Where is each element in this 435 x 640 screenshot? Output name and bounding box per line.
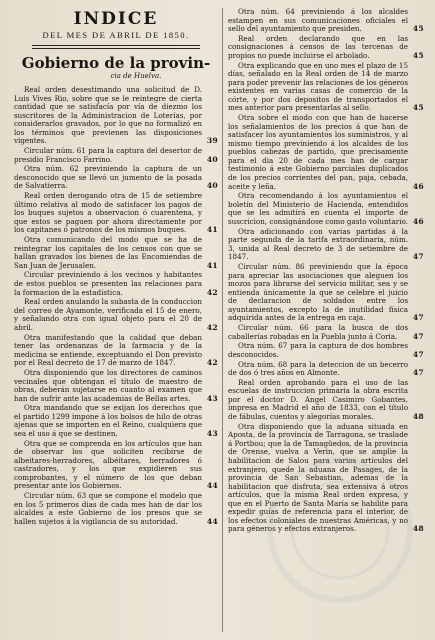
index-entry xyxy=(228,35,424,61)
index-entry-page-number: 45 xyxy=(412,103,424,113)
index-entry-text: Real orden desestimando una solicitud de D. Luis Vives Rio, sobre que se le reintegre de cierta cantidad que se satisfacía por vía de diezmo los suscritores de la Administracion de Loterías, por considerarlos gravados, por lo que no formalizó en los términos que previenen las disposiciones vigentes. xyxy=(14,85,202,146)
index-entry xyxy=(228,263,424,323)
right-entries-list xyxy=(228,8,424,534)
index-entry-text: Otra recomendando á los ayuntamientos el boletín del Ministerio de Hacienda, entendidos que se les admitirá en cuenta el importe de suscricion, consignándose como gasto voluntario. xyxy=(228,191,408,226)
index-entry xyxy=(14,165,218,191)
index-entry-page-number: 46 xyxy=(412,181,424,191)
index-entry-text: Otra adicionando con varias partidas á la parte segunda de la tarifa extraordinaria, núm. 3, unida al Real decreto de 3 de setiembre de 1847. xyxy=(228,226,408,262)
index-entry xyxy=(228,8,424,34)
index-entry-page-number: 45 xyxy=(412,24,424,34)
index-subtitle: DEL MES DE ABRIL DE 1850. xyxy=(42,30,190,40)
index-entry-page-number: 40 xyxy=(206,181,218,191)
index-entry-text: Circular previniendo á los vecinos y habitantes de estos pueblos se presenten las relaciones para la formacion de la estadística. xyxy=(14,270,202,297)
index-entry-page-number: 40 xyxy=(206,154,218,164)
index-entry xyxy=(14,271,218,297)
index-entry xyxy=(228,361,424,378)
column-divider xyxy=(222,8,223,632)
index-entry-text: Otra disponiendo que la aduana situada en Aposta, de la provincia de Tarragona, se traslade á Portbou; que la de Tamagüedos, de la provincia de Orense, vuelva a Verin, que se amplie la habilitacion de Salou para varios artículos del extranjero, quede la aduana de Pasages, de la provincia de San Sebastian, ademas de la habilitacion que disfruta, sea extensiva á otros artículos, que la misma Real orden expresa, y que en el Puerto de Santa María se habilite para expedir guías de referencia para el interior, de los efectos coloniales de nuestras Américas, y no para géneros y efectos extranjeros. xyxy=(228,421,408,534)
index-entry-text: Otra comunicando del modo que se ha de reintegrar los capitales de los censos con que se hallan gravados los bienes de las Encomiendas de San Juan de Jerusalen. xyxy=(14,235,202,270)
index-entry xyxy=(14,298,218,332)
right-column xyxy=(228,8,424,634)
index-entry-page-number: 42 xyxy=(206,287,218,297)
index-entry-page-number: 48 xyxy=(412,412,424,422)
index-entry-text: Otra núm. 68 para la deteccion de un becerro de dos ó tres años en Almonte. xyxy=(228,359,408,378)
index-entry-page-number: 42 xyxy=(206,358,218,368)
index-entry-text: Otra explicando que en uno mes el plazo de 15 días, señalado en la Real orden de 14 de marzo para poder prevenir las relaciones de los géneros existentes en varias casas de comercio de la córte, y por dos depositos de transportados el mes anterior para presentarlas al sello. xyxy=(228,60,408,113)
index-entry-page-number: 47 xyxy=(412,368,424,378)
index-entry xyxy=(228,324,424,341)
index-entry xyxy=(14,369,218,403)
index-entry-page-number: 47 xyxy=(412,331,424,341)
left-entries-list xyxy=(14,86,218,526)
index-entry xyxy=(228,62,424,113)
index-entry-page-number: 46 xyxy=(412,216,424,226)
index-entry-text: Circular núm. 66 para la busca de dos caballerías robadas en la Puebla junto á Coria. xyxy=(228,323,408,341)
section-title: Gobierno de la provin- xyxy=(21,54,211,72)
index-entry-text: Otra que se comprenda en los artículos que han de observar los que soliciten recibirse de albeitares-herradores, albéitares, herradores ó castradores, y los que expidieren sus comprobantes, y el número de los que deban presentar ante los Gobiernos. xyxy=(14,438,202,491)
index-entry-text: Otra disponiendo que los directores de caminos vecinales que obtengan el título de maestro de obras, deberán sujetarse en cuanto al examen que han de sufrir ante las academias de Bellas artes. xyxy=(14,368,202,403)
index-entry-text: Circular núm. 63 que se compone el modelo que en los 5 primeros dias de cada mes han de dar los alcaldes a este Gobierno de los presos que se hallen sujetos á la vigilancia de su autoridad. xyxy=(14,491,202,526)
index-entry-text: Real orden aprobando para el uso de las escuelas de instruccion primaria la obra escrita por el doctor D. Angel Casimiro Gobantes, impresa en Madrid el año de 1833, con el título de fábulas, cuentos y alegorías morales. xyxy=(228,377,408,422)
index-entry-page-number: 48 xyxy=(412,524,424,534)
index-entry xyxy=(14,440,218,491)
index-entry-page-number: 44 xyxy=(206,481,218,491)
index-entry xyxy=(228,228,424,262)
index-entry xyxy=(14,404,218,438)
index-entry xyxy=(228,379,424,422)
index-entry xyxy=(228,342,424,359)
index-entry-page-number: 47 xyxy=(412,313,424,323)
index-entry xyxy=(228,192,424,226)
index-entry-page-number: 42 xyxy=(206,322,218,332)
index-entry-page-number: 47 xyxy=(412,349,424,359)
index-entry xyxy=(228,423,424,534)
index-entry-text: Otra núm. 67 para la captura de dos hombres desconocidos. xyxy=(228,341,408,359)
index-entry xyxy=(14,492,218,526)
index-entry xyxy=(14,147,218,164)
index-entry-text: Otra sobre el modo con que han de hacerse los señalamientos de los precios á que han de satisfacer los ayuntamientos los suministros, y al mismo tiempo previniendo á los alcaldes de los pueblos cabezas de partido, que precisamente para el dia 20 de cada mes han de cargar testimonio á este Gobierno parciales duplicados de los precios corrientes del pan, paja, cebada, aceite y leña. xyxy=(228,113,408,191)
index-entry-page-number: 41 xyxy=(206,225,218,235)
index-entry-text: Circular núm. 86 previniendo que la época para apreciar las asociaciones que aleguen los mozos para librarse del servicio militar, sea y se entienda únicamente la que se celebre el juicio de declaracion de soldados entre los ayuntamientos, excepto la de inutilidad física adquirida antes de la entrega en caja. xyxy=(228,261,408,323)
index-entry xyxy=(14,334,218,368)
index-entry-text: Otra mandando que se exijan los derechos que el partido 1299 impone á los bolsos de hilo de otras ajenas que se importen en el Reino, cualquiera que sea el uso á que se destinen. xyxy=(14,403,202,439)
index-entry-page-number: 45 xyxy=(412,50,424,60)
index-entry-text: Real orden anulando la subasta de la conduccion del correo de Ayamonte, verificada el 15 de enero, y señalando otra con igual objeto para el 20 de abril. xyxy=(14,297,202,332)
index-entry xyxy=(14,192,218,235)
index-entry-text: Circular núm. 61 para la captura del desertor de presidio Francisco Farrino. xyxy=(14,146,202,164)
index-entry-page-number: 43 xyxy=(206,393,218,403)
index-entry-page-number: 47 xyxy=(412,252,424,262)
title-rule xyxy=(32,45,200,49)
index-entry-text: Real orden declarando que en las consignaciones á censos de las tercenas de propios no puede incluirse el arbolado. xyxy=(228,33,408,60)
index-entry-text: Otra núm. 64 previniendo á los alcaldes estampen en sus comunicaciones oficiales el sello del ayuntamiento que presiden. xyxy=(228,7,408,34)
index-entry xyxy=(228,114,424,191)
section-subtitle-text: cia de Huelva. xyxy=(110,72,162,80)
index-entry-text: Otra núm. 62 previniendo la captura de un desconocido que se llevó un jumento de la posada de Salvatierra. xyxy=(14,164,202,191)
index-entry-page-number: 39 xyxy=(206,136,218,146)
index-entry-text: Real orden derogando otra de 15 de setiembre último relativa al modo de satisfacer los pagos de los buques sujetos a observacion ó cuarentena, y que estos se paguen por ahora directamente por los capitanes ó patronos de los mismos buques. xyxy=(14,191,202,235)
index-entry-page-number: 43 xyxy=(206,429,218,439)
index-entry-page-number: 44 xyxy=(206,516,218,526)
index-title: INDICE xyxy=(73,9,159,29)
index-entry xyxy=(14,236,218,270)
left-column xyxy=(14,8,218,634)
index-entry xyxy=(14,86,218,146)
index-entry-page-number: 41 xyxy=(206,260,218,270)
index-entry-text: Otra manifestando que la calidad que deban tener las ordenanzas de la farmacia y de la medicina se entiende, exceptuando el Don previsto por el Real decreto de 17 de marzo de 1847. xyxy=(14,332,202,368)
section-subtitle xyxy=(14,72,218,81)
